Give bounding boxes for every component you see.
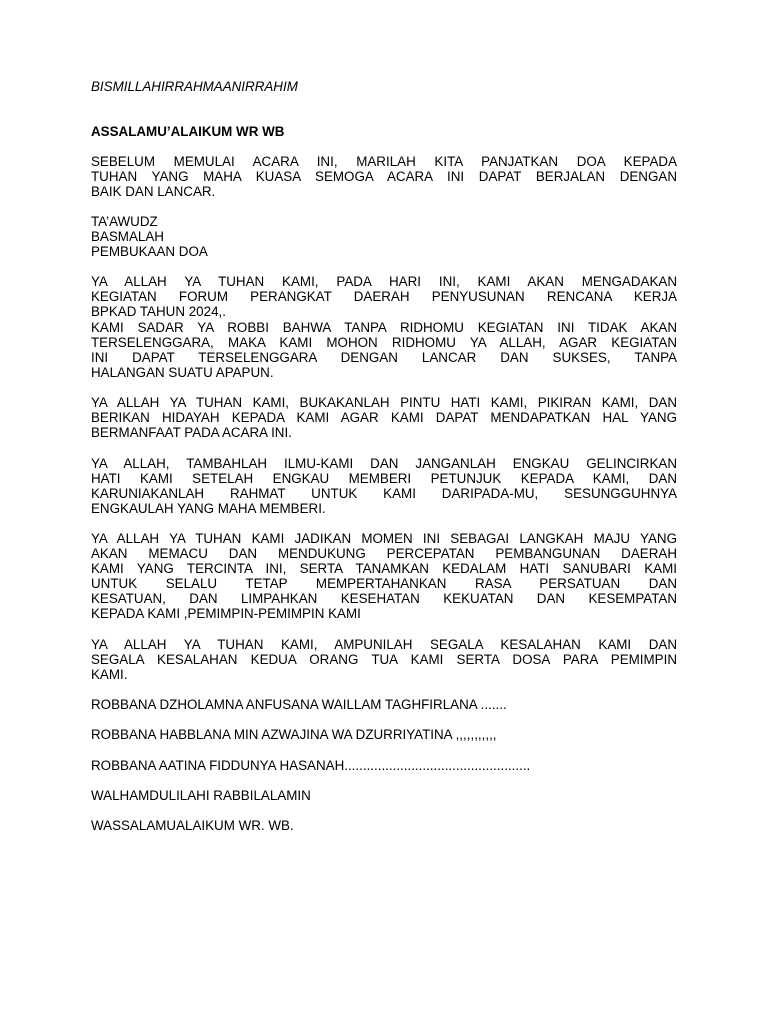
prayer-line: KARUNIAKANLAH RAHMAT UNTUK KAMI DARIPADA-MU, SESUNGGUHNYA [91, 486, 677, 501]
robbana-line-3: ROBBANA AATINA FIDDUNYA HASANAH.................................................. [91, 758, 531, 773]
order-item: PEMBUKAAN DOA [91, 244, 208, 259]
robbana-line-2: ROBBANA HABBLANA MIN AZWAJINA WA DZURRIYATINA ,,,,,,,,,,, [91, 727, 497, 742]
order-item: TA’AWUDZ [91, 214, 158, 229]
prayer-line: KAMI SADAR YA ROBBI BAHWA TANPA RIDHOMU KEGIATAN INI TIDAK AKAN [91, 320, 677, 335]
prayer-line: KEGIATAN FORUM PERANGKAT DAERAH PENYUSUNAN RENCANA KERJA [91, 289, 677, 304]
prayer-line: BPKAD TAHUN 2024,. [91, 304, 226, 319]
prayer-line: YA ALLAH YA TUHAN KAMI JADIKAN MOMEN INI SEBAGAI LANGKAH MAJU YANG [91, 531, 677, 546]
prayer-line: YA ALLAH YA TUHAN KAMI, BUKAKANLAH PINTU HATI KAMI, PIKIRAN KAMI, DAN [91, 395, 677, 410]
intro-line: BAIK DAN LANCAR. [91, 184, 216, 199]
prayer-line: YA ALLAH YA TUHAN KAMI, PADA HARI INI, KAMI AKAN MENGADAKAN [91, 274, 677, 289]
prayer-line: BERMANFAAT PADA ACARA INI. [91, 425, 292, 440]
order-item: BASMALAH [91, 229, 164, 244]
prayer-line: TERSELENGGARA, MAKA KAMI MOHON RIDHOMU YA ALLAH, AGAR KEGIATAN [91, 335, 677, 350]
prayer-line: YA ALLAH, TAMBAHLAH ILMU-KAMI DAN JANGANLAH ENGKAU GELINCIRKAN [91, 456, 677, 471]
prayer-line: SEGALA KESALAHAN KEDUA ORANG TUA KAMI SERTA DOSA PARA PEMIMPIN [91, 652, 677, 667]
opening-line: BISMILLAHIRRAHMAANIRRAHIM [91, 79, 298, 94]
closing-line-2: WASSALAMUALAIKUM WR. WB. [91, 818, 294, 833]
greeting-line: ASSALAMU’ALAIKUM WR WB [91, 124, 285, 139]
prayer-line: KEPADA KAMI ,PEMIMPIN-PEMIMPIN KAMI [91, 606, 361, 621]
prayer-line: UNTUK SELALU TETAP MEMPERTAHANKAN RASA PERSATUAN DAN [91, 576, 677, 591]
prayer-line: HATI KAMI SETELAH ENGKAU MEMBERI PETUNJUK KEPADA KAMI, DAN [91, 471, 677, 486]
closing-line-1: WALHAMDULILAHI RABBILALAMIN [91, 788, 311, 803]
prayer-line: ENGKAULAH YANG MAHA MEMBERI. [91, 501, 326, 516]
prayer-line: AKAN MEMACU DAN MENDUKUNG PERCEPATAN PEMBANGUNAN DAERAH [91, 546, 677, 561]
prayer-line: INI DAPAT TERSELENGGARA DENGAN LANCAR DAN SUKSES, TANPA [91, 350, 677, 365]
prayer-line: HALANGAN SUATU APAPUN. [91, 365, 274, 380]
prayer-line: KAMI. [91, 667, 128, 682]
prayer-line: YA ALLAH YA TUHAN KAMI, AMPUNILAH SEGALA KESALAHAN KAMI DAN [91, 637, 677, 652]
intro-line: SEBELUM MEMULAI ACARA INI, MARILAH KITA PANJATKAN DOA KEPADA [91, 154, 677, 169]
intro-line: TUHAN YANG MAHA KUASA SEMOGA ACARA INI DAPAT BERJALAN DENGAN [91, 169, 677, 184]
prayer-line: BERIKAN HIDAYAH KEPADA KAMI AGAR KAMI DAPAT MENDAPATKAN HAL YANG [91, 410, 677, 425]
prayer-line: KAMI YANG TERCINTA INI, SERTA TANAMKAN KEDALAM HATI SANUBARI KAMI [91, 561, 677, 576]
prayer-line: KESATUAN, DAN LIMPAHKAN KESEHATAN KEKUATAN DAN KESEMPATAN [91, 591, 677, 606]
robbana-line-1: ROBBANA DZHOLAMNA ANFUSANA WAILLAM TAGHFIRLANA ....... [91, 697, 507, 712]
